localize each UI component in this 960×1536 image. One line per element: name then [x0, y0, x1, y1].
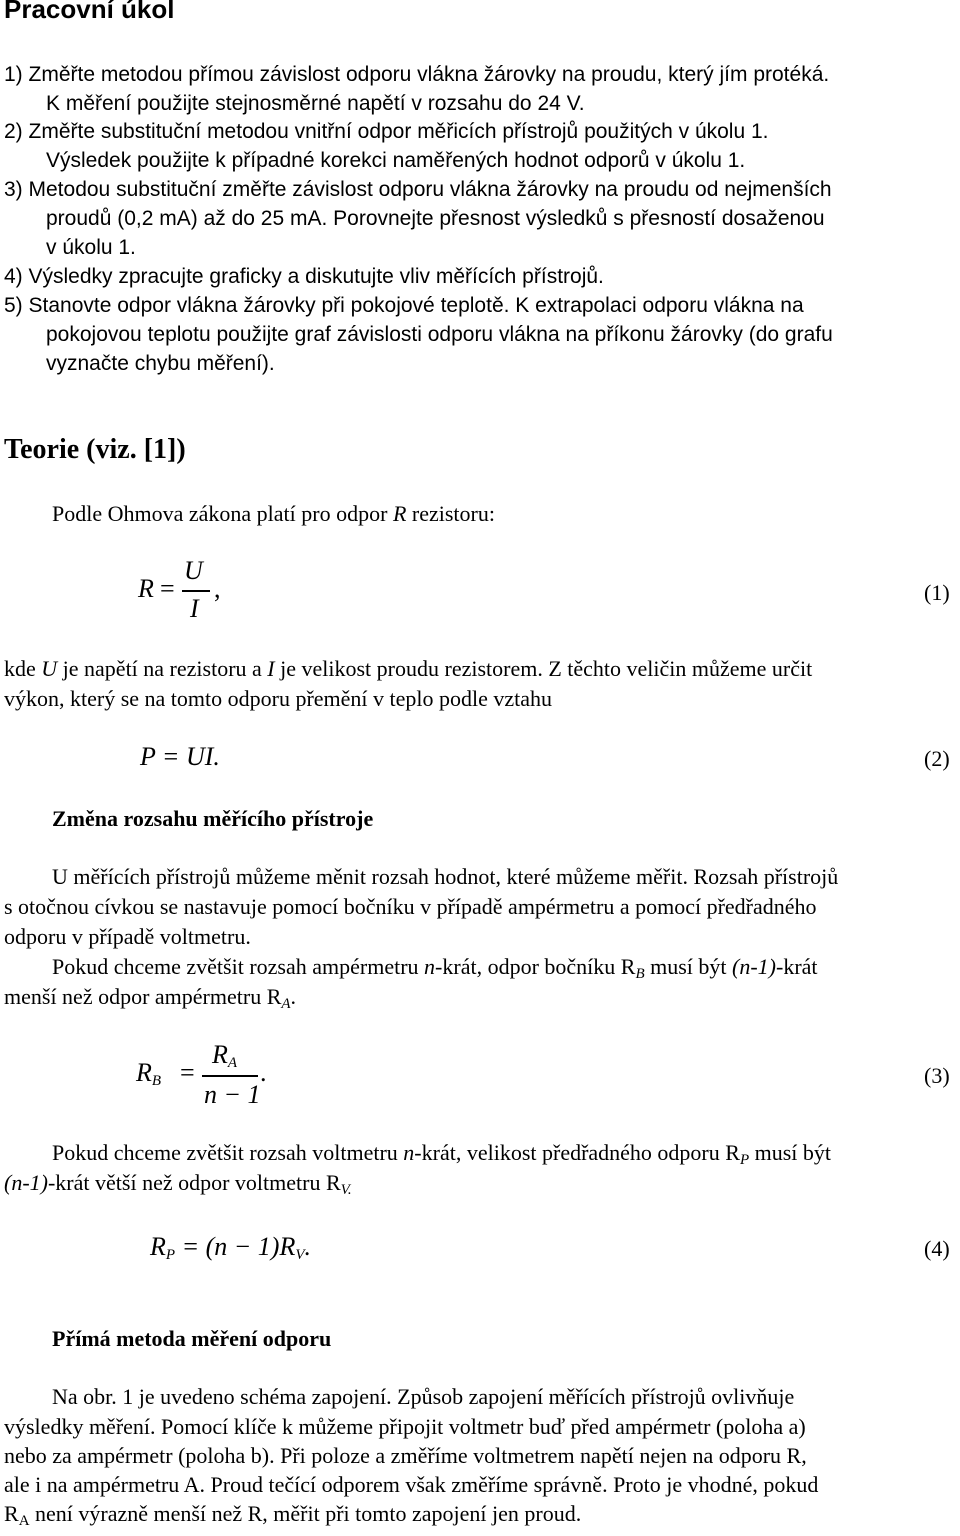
paragraph-line: výkon, který se na tomto odporu přemění v teplo podle vztahu: [4, 686, 553, 711]
paragraph-line: kde U je napětí na rezistoru a I je velikost proudu rezistorem. Z těchto veličin můžeme určit: [4, 656, 813, 681]
paragraph-line: (n-1)-krát větší než odpor voltmetru $R_{V.}$: [4, 1170, 352, 1198]
paragraph-line: U měřících přístrojů můžeme měnit rozsah hodnot, které můžeme měřit. Rozsah přístrojů: [52, 864, 839, 889]
section-heading-direct: Přímá metoda měření odporu: [52, 1326, 332, 1351]
task-line: 3) Metodou substituční změřte závislost odporu vlákna žárovky na proudu od nejmenších: [4, 178, 832, 201]
paragraph-line: nebo za ampérmetr (poloha b). Při poloze a změříme voltmetrem napětí nejen na odporu R,: [4, 1443, 807, 1468]
paragraph-line: menší než odpor ampérmetru $R_A$.: [4, 984, 297, 1012]
task-line: 4) Výsledky zpracujte graficky a diskutujte vliv měřících přístrojů.: [4, 265, 604, 288]
equation-number: (4): [924, 1236, 950, 1261]
equation-number: (1): [924, 580, 950, 605]
page-title: Pracovní úkol: [4, 0, 175, 24]
task-line: vyznačte chybu měření).: [46, 352, 275, 375]
equation-number: (3): [924, 1063, 950, 1088]
paragraph-line: ale i na ampérmetru A. Proud tečící odporem však změříme správně. Proto je vhodné, pokud: [4, 1472, 819, 1497]
paragraph-line: Pokud chceme zvětšit rozsah voltmetru n-krát, velikost předřadného odporu $R_P$ musí být: [52, 1140, 832, 1168]
paragraph-line: odporu v případě voltmetru.: [4, 924, 251, 949]
paragraph-line: Na obr. 1 je uvedeno schéma zapojení. Způsob zapojení měřících přístrojů ovlivňuje: [52, 1384, 795, 1409]
paragraph-line: s otočnou cívkou se nastavuje pomocí bočníku v případě ampérmetru a pomocí předřadného: [4, 894, 817, 919]
paragraph-line: Pokud chceme zvětšit rozsah ampérmetru n-krát, odpor bočníku $R_B$ musí být (n-1)-krát: [52, 954, 818, 982]
task-line: K měření použijte stejnosměrné napětí v rozsahu do 24 V.: [46, 92, 585, 115]
task-line: Výsledek použijte k případné korekci naměřených hodnot odporů v úkolu 1.: [46, 149, 746, 172]
task-line: 1) Změřte metodou přímou závislost odporu vlákna žárovky na proudu, který jím protéká.: [4, 63, 830, 86]
task-line: v úkolu 1.: [46, 236, 136, 259]
task-line: 2) Změřte substituční metodou vnitřní odpor měřicích přístrojů použitých v úkolu 1.: [4, 120, 769, 143]
section-heading-range: Změna rozsahu měřícího přístroje: [52, 806, 374, 831]
paragraph-line: výsledky měření. Pomocí klíče k můžeme připojit voltmetr buď před ampérmetr (poloha a): [4, 1414, 806, 1439]
ohm-intro: Podle Ohmova zákona platí pro odpor R rezistoru:: [52, 501, 495, 526]
equation-number: (2): [924, 746, 950, 771]
task-line: pokojovou teplotu použijte graf závislosti odporu vlákna na příkonu žárovky (do grafu: [46, 323, 833, 346]
section-heading-theory: Teorie (viz. [1]): [4, 434, 186, 465]
task-line: 5) Stanovte odpor vlákna žárovky při pokojové teplotě. K extrapolaci odporu vlákna na: [4, 294, 804, 317]
task-line: proudů (0,2 mA) až do 25 mA. Porovnejte přesnost výsledků s přesností dosaženou: [46, 207, 825, 230]
paragraph-line: $R_A$ není výrazně menší než R, měřit při tomto zapojení jen proud.: [4, 1501, 582, 1529]
